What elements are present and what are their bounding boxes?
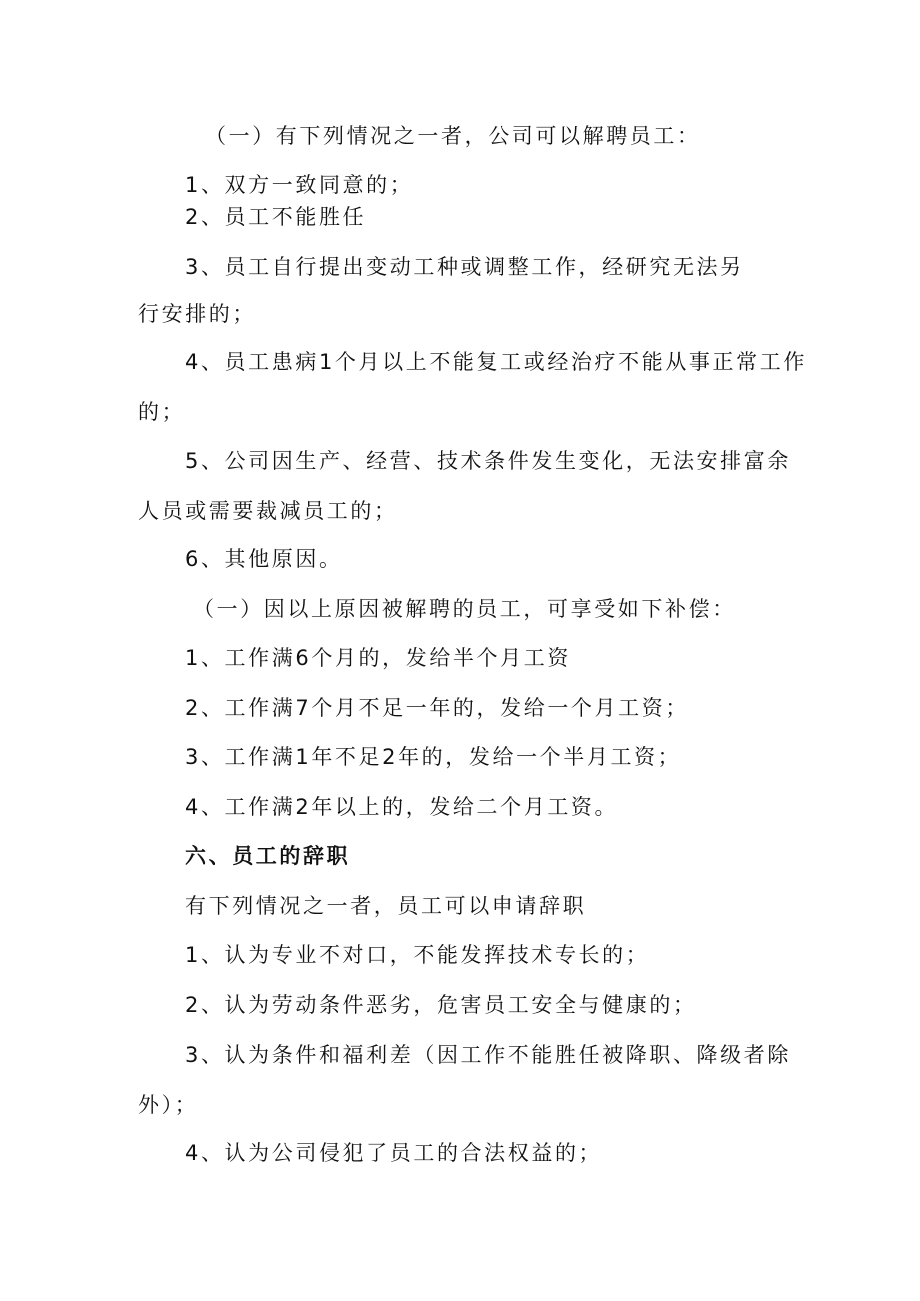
compensation-item-1: 1、工作满6个月的，发给半个月工资 bbox=[185, 646, 571, 670]
dismissal-item-5: 5、公司因生产、经营、技术条件发生变化，无法安排富余 bbox=[185, 449, 791, 473]
dismissal-item-3: 3、员工自行提出变动工种或调整工作，经研究无法另 bbox=[185, 255, 744, 279]
dismissal-item-4-continued: 的； bbox=[138, 400, 186, 424]
resignation-section-heading: 六、员工的辞职 bbox=[185, 844, 351, 868]
compensation-item-4: 4、工作满2年以上的，发给二个月工资。 bbox=[185, 795, 619, 819]
dismissal-item-2: 2、员工不能胜任 bbox=[185, 205, 367, 229]
dismissal-item-6: 6、其他原因。 bbox=[185, 547, 343, 571]
dismissal-conditions-heading: （一）有下列情况之一者，公司可以解聘员工： bbox=[205, 124, 701, 148]
resignation-item-2: 2、认为劳动条件恶劣，危害员工安全与健康的； bbox=[185, 993, 697, 1017]
dismissal-item-5-continued: 人员或需要裁减员工的； bbox=[138, 499, 398, 523]
dismissal-item-4: 4、员工患病1个月以上不能复工或经治疗不能从事正常工作 bbox=[185, 350, 807, 374]
compensation-item-2: 2、工作满7个月不足一年的，发给一个月工资； bbox=[185, 696, 689, 720]
compensation-item-3: 3、工作满1年不足2年的，发给一个半月工资； bbox=[185, 745, 682, 769]
resignation-item-4: 4、认为公司侵犯了员工的合法权益的； bbox=[185, 1141, 603, 1165]
compensation-heading: （一）因以上原因被解聘的员工，可享受如下补偿： bbox=[193, 597, 736, 621]
resignation-intro: 有下列情况之一者，员工可以申请辞职 bbox=[185, 894, 587, 918]
resignation-item-1: 1、认为专业不对口，不能发挥技术专长的； bbox=[185, 943, 650, 967]
resignation-item-3: 3、认为条件和福利差（因工作不能胜任被降职、降级者除 bbox=[185, 1043, 791, 1067]
dismissal-item-3-continued: 行安排的； bbox=[138, 302, 256, 326]
resignation-item-3-continued: 外）； bbox=[138, 1093, 199, 1117]
dismissal-item-1: 1、双方一致同意的； bbox=[185, 173, 414, 197]
